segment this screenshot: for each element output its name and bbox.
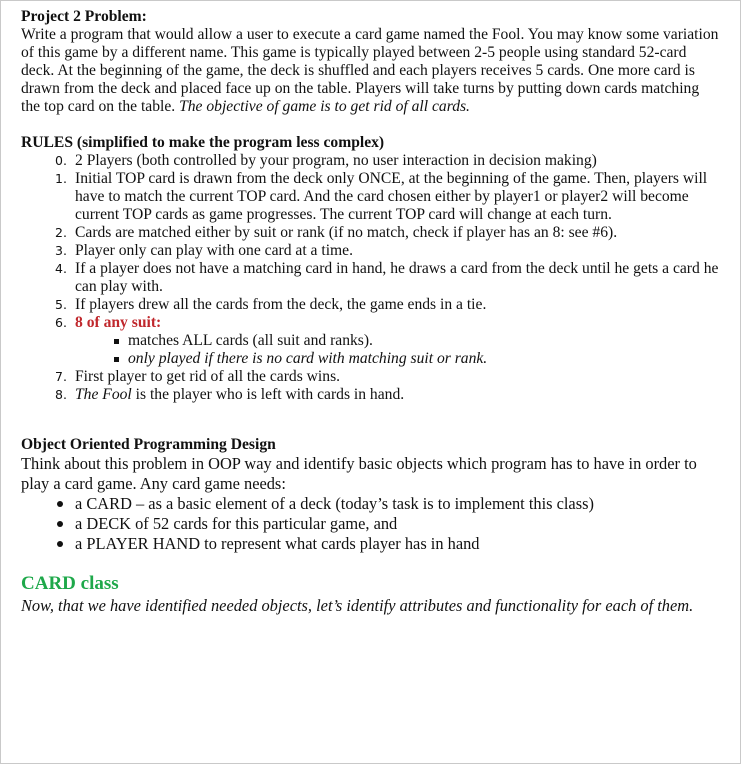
rule-text: 2 Players (both controlled by your program, no user interaction in decision making) — [75, 152, 597, 169]
rule-number: 0. — [55, 153, 67, 168]
rule-text: Cards are matched either by suit or rank (if no match, check if player has an 8: see #6). — [75, 224, 618, 241]
eight-sublist — [21, 332, 721, 368]
sub-item — [21, 350, 721, 368]
rule-item — [21, 152, 721, 170]
square-bullet-icon — [114, 339, 119, 344]
card-class-title: CARD class — [21, 573, 119, 594]
document-page — [21, 8, 721, 616]
bullet-item — [21, 514, 721, 534]
rule-item — [21, 314, 721, 332]
oop-title: Object Oriented Programming Design — [21, 436, 276, 453]
bullet-dot-icon — [57, 501, 63, 507]
rule-text: Player only can play with one card at a time. — [75, 242, 353, 259]
rule-text: Initial TOP card is drawn from the deck only ONCE, at the beginning of the game. Then, players will have to match the current TOP card. And the card chosen either by player1 or player2 will become current TOP cards as game progresses. The current TOP card will change at each turn. — [75, 170, 708, 223]
rule-number: 2. — [55, 225, 67, 240]
oop-bullets — [21, 494, 721, 554]
bullet-text: a DECK of 52 cards for this particular game, and — [75, 514, 398, 533]
bullet-item — [21, 494, 721, 514]
problem-objective: The objective of game is to get rid of all cards. — [179, 98, 470, 115]
rule-number: 5. — [55, 297, 67, 312]
rules-list — [21, 152, 721, 332]
rule-number: 1. — [55, 171, 67, 186]
rule-number: 4. — [55, 261, 67, 276]
sub-item-text: only played if there is no card with matching suit or rank. — [128, 350, 488, 367]
bullet-text: a PLAYER HAND to represent what cards player has in hand — [75, 534, 480, 553]
rule-text: is the player who is left with cards in hand. — [131, 386, 405, 403]
rules-list-continued — [21, 368, 721, 404]
bullet-item — [21, 534, 721, 554]
oop-body: Think about this problem in OOP way and identify basic objects which program has to have in order to play a card game. Any card game needs: — [21, 454, 697, 493]
problem-body — [21, 26, 721, 116]
rule-text: If players drew all the cards from the deck, the game ends in a tie. — [75, 296, 487, 313]
rules-title: RULES (simplified to make the program less complex) — [21, 134, 385, 151]
rule-item — [21, 386, 721, 404]
rule-item — [21, 242, 721, 260]
bullet-dot-icon — [57, 541, 63, 547]
rule-number: 6. — [55, 315, 67, 330]
rule-fool-term: The Fool — [75, 386, 132, 403]
rule-text: First player to get rid of all the cards wins. — [75, 368, 341, 385]
rule-item — [21, 368, 721, 386]
rule-item — [21, 260, 721, 296]
square-bullet-icon — [114, 357, 119, 362]
sub-item — [21, 332, 721, 350]
rule-text: If a player does not have a matching card in hand, he draws a card from the deck until he gets a card he can play with. — [75, 260, 719, 295]
bullet-text: a CARD – as a basic element of a deck (today’s task is to implement this class) — [75, 494, 594, 513]
rule-number: 7. — [55, 369, 67, 384]
rule-eight-heading: 8 of any suit: — [75, 314, 162, 331]
problem-title: Project 2 Problem: — [21, 8, 147, 25]
problem-body-text: Write a program that would allow a user to execute a card game named the Fool. You may know some variation of this game by a different name. This game is typically played between 2-5 people using standard 52-card deck. At the beginning of the game, the deck is shuffled and each players receives 5 cards. One more card is drawn from the deck and placed face up on the table. Players will take turns by putting down cards matching the top card on the table. — [21, 26, 719, 115]
card-class-body: Now, that we have identified needed objects, let’s identify attributes and functionality for each of them. — [21, 596, 694, 615]
rule-item — [21, 296, 721, 314]
sub-item-text: matches ALL cards (all suit and ranks). — [128, 332, 373, 349]
rule-number: 3. — [55, 243, 67, 258]
bullet-dot-icon — [57, 521, 63, 527]
rule-item — [21, 170, 721, 224]
rule-item — [21, 224, 721, 242]
rule-number: 8. — [55, 387, 67, 402]
